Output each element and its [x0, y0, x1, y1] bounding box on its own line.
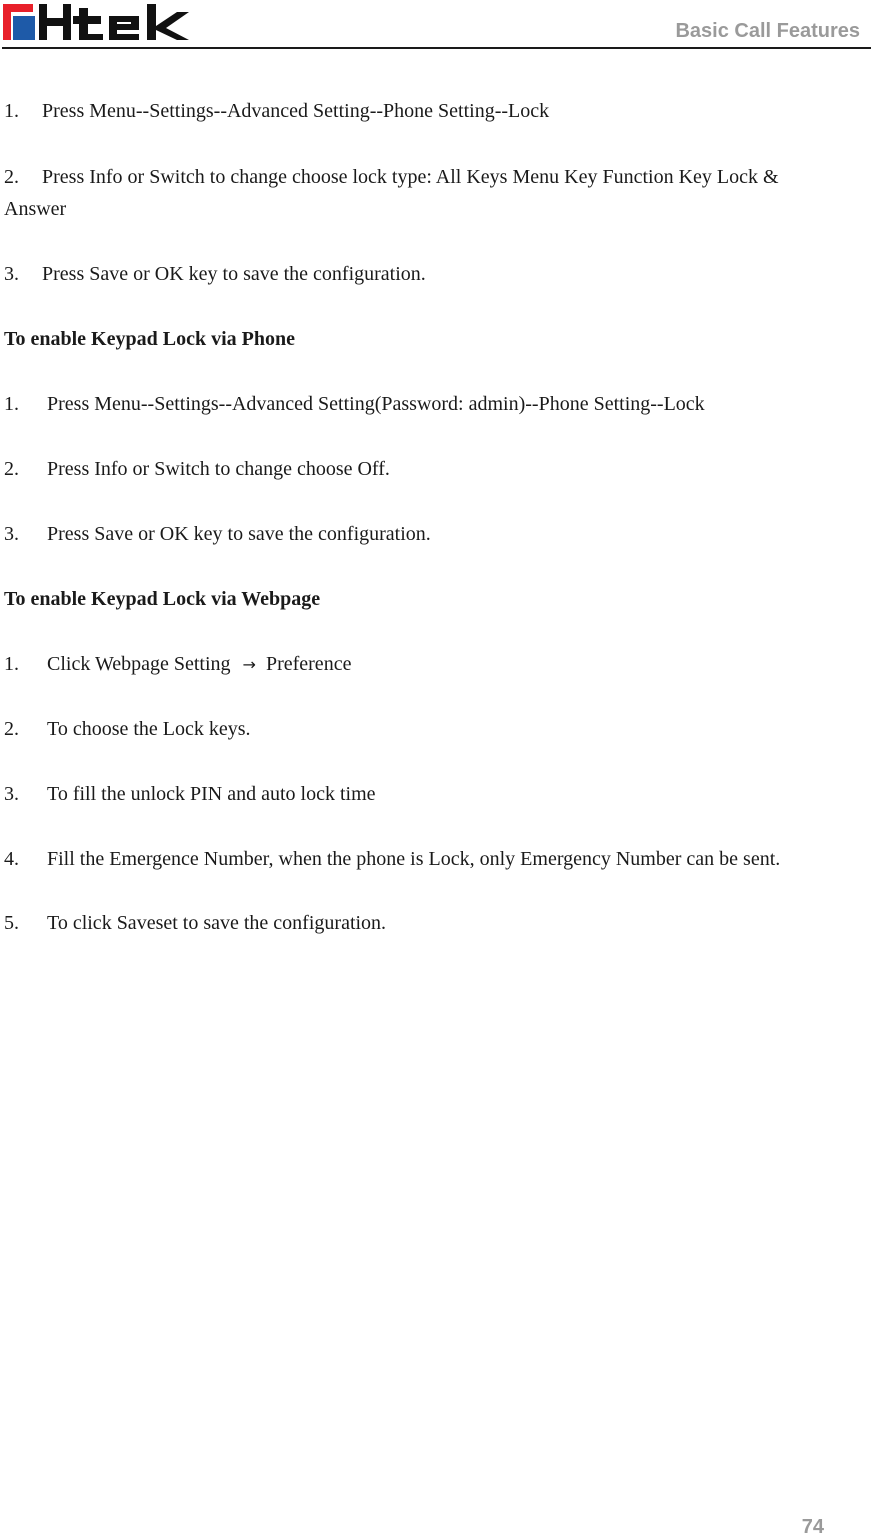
step-text: Press Menu--Settings--Advanced Setting--Phone Setting--Lock: [42, 100, 550, 122]
step-text: Press Info or Switch to change choose Off.: [47, 458, 390, 480]
step-number: 1.: [4, 393, 19, 415]
list-item: [4, 911, 386, 935]
header-divider: [2, 47, 871, 49]
list-item: [4, 165, 779, 189]
step-number: 3.: [4, 523, 19, 545]
step-number: 1.: [4, 100, 19, 122]
step-text: To fill the unlock PIN and auto lock time: [47, 783, 376, 805]
step-text: To click Saveset to save the configuration.: [47, 912, 387, 934]
list-item: [4, 652, 351, 677]
list-item: [4, 847, 780, 871]
step-text: Press Save or OK key to save the configuration.: [42, 263, 426, 285]
header-title: Basic Call Features: [675, 20, 860, 42]
page-header: [0, 0, 871, 50]
list-item: [4, 717, 251, 741]
step-text: Press Save or OK key to save the configuration.: [47, 523, 431, 545]
step-text: Press Menu--Settings--Advanced Setting(Password: admin)--Phone Setting--Lock: [47, 393, 705, 415]
step-number: 4.: [4, 848, 19, 870]
section-heading-phone: To enable Keypad Lock via Phone: [4, 328, 295, 350]
section-heading-webpage: To enable Keypad Lock via Webpage: [4, 588, 321, 610]
arrow-right-icon: →: [242, 655, 256, 674]
page-number: 74: [801, 1516, 824, 1538]
step-number: 3.: [4, 783, 19, 805]
step-text: Fill the Emergence Number, when the phone is Lock, only Emergency Number can be sent.: [47, 848, 781, 870]
step-number: 2.: [4, 718, 19, 740]
list-item: [4, 99, 549, 123]
list-item: [4, 522, 431, 546]
step-number: 5.: [4, 912, 19, 934]
step-number: 1.: [4, 653, 19, 675]
htek-logo: [3, 4, 191, 44]
step-number: 3.: [4, 263, 19, 285]
list-item: [4, 392, 705, 416]
step-number: 2.: [4, 166, 19, 188]
step-text: To choose the Lock keys.: [47, 718, 251, 740]
step-text: Press Info or Switch to change choose lock type: All Keys Menu Key Function Key Lock &: [42, 166, 779, 188]
list-item: [4, 782, 376, 806]
step-text-after: Preference: [265, 653, 352, 675]
list-item: [4, 457, 390, 481]
list-item: [4, 262, 426, 286]
step-text: Click Webpage Setting: [47, 653, 231, 675]
step-number: 2.: [4, 458, 19, 480]
list-item-continuation: Answer: [4, 198, 67, 220]
